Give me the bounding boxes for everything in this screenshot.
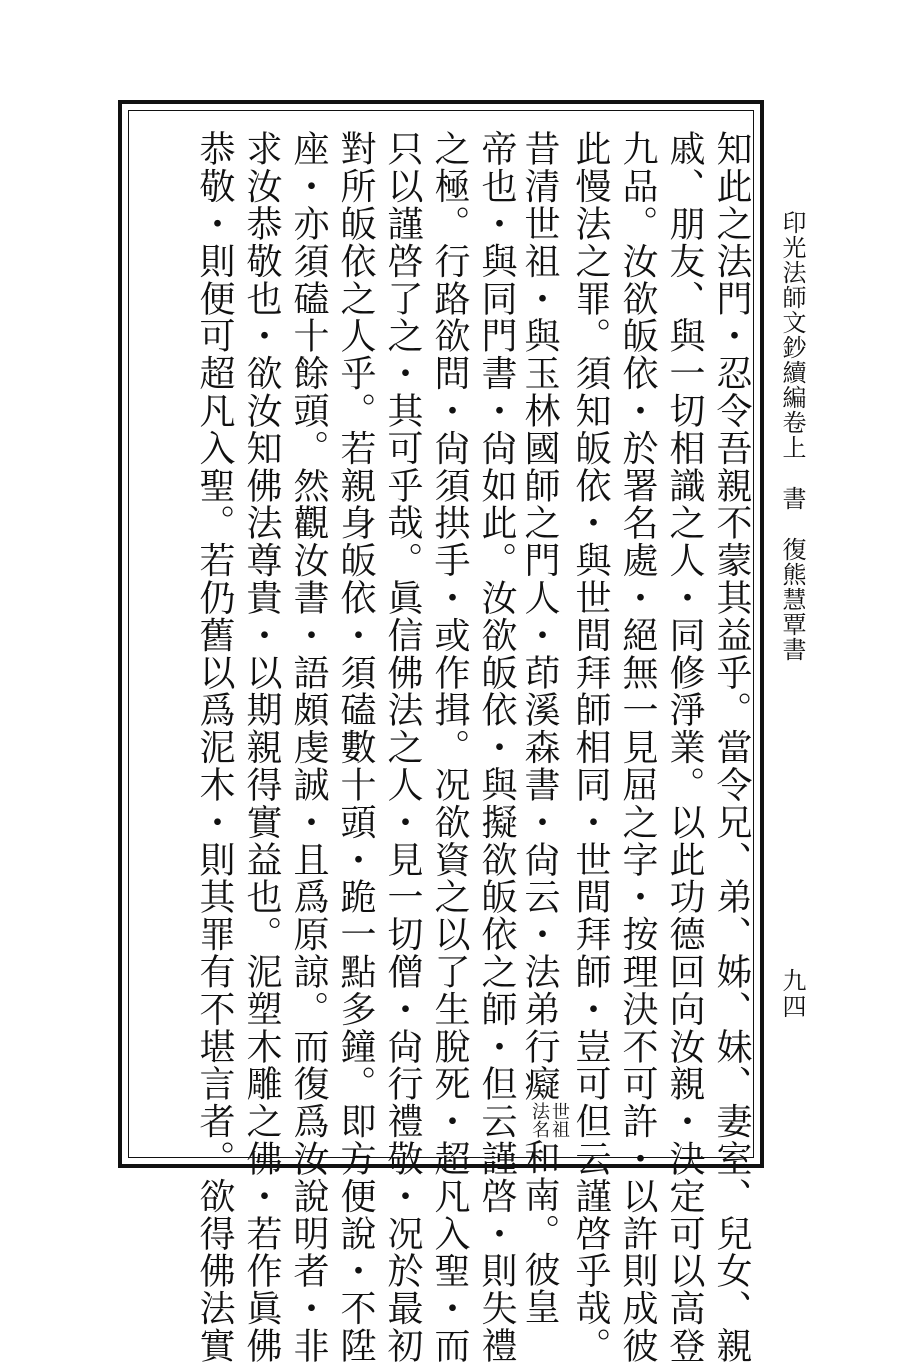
note-line-1: 世祖	[549, 1102, 570, 1139]
text-column-9: 對所皈依之人乎。若親身皈依・須磕數十頭・跪一點多鐘。即方便說・不陞	[335, 130, 376, 1364]
page-number: 九四	[778, 968, 806, 1020]
text-column-12: 恭敬・則便可超凡入聖。若仍舊以爲泥木・則其罪有不堪言者。欲得佛法實	[194, 130, 235, 1364]
text-column-10: 座・亦須磕十餘頭。然觀汝書・語頗虔誠・且爲原諒。而復爲汝說明者・非	[288, 130, 329, 1364]
text-column-7: 之極。行路欲問・尙須拱手・或作揖。况欲資之以了生脫死・超凡入聖・而	[429, 130, 470, 1364]
note-line-2: 法名	[529, 1102, 550, 1139]
text-column-5-part-2: 和南。彼皇	[519, 1138, 560, 1326]
text-column-6: 帝也・與同門書・尙如此。汝欲皈依・與擬欲皈依之師・但云謹啓・則失禮	[476, 130, 517, 1364]
letter-title: 復熊慧覃書	[778, 537, 806, 662]
section-label: 書	[778, 486, 806, 511]
interlinear-note	[529, 1102, 569, 1138]
text-column-2: 戚、朋友、與一切相識之人・同修淨業。以此功德回向汝親・決定可以高登	[664, 130, 705, 1364]
text-column-11: 求汝恭敬也・欲汝知佛法尊貴・以期親得實益也。泥塑木雕之佛・若作眞佛	[241, 130, 282, 1364]
text-column-3: 九品。汝欲皈依・於署名處・絕無一見屈之字・按理決不可許・以許則成彼	[617, 130, 658, 1364]
text-column-8: 只以謹啓了之・其可乎哉。眞信佛法之人・見一切僧・尙行禮敬・况於最初	[382, 130, 423, 1364]
text-column-5	[517, 130, 569, 1325]
running-header	[772, 210, 812, 662]
book-title: 印光法師文鈔續編卷上	[778, 210, 806, 460]
text-column-5-part-1: 昔清世祖・與玉林國師之門人・茚溪森書・尙云・法弟行癡	[519, 130, 560, 1103]
text-column-1: 知此之法門・忍令吾親不蒙其益乎。當令兄、弟、姊、妹、妻室、兒女、親	[711, 130, 752, 1364]
text-column-4: 此慢法之罪。須知皈依・與世間拜師相同・世間拜師・豈可但云謹啓乎哉。	[570, 130, 611, 1364]
